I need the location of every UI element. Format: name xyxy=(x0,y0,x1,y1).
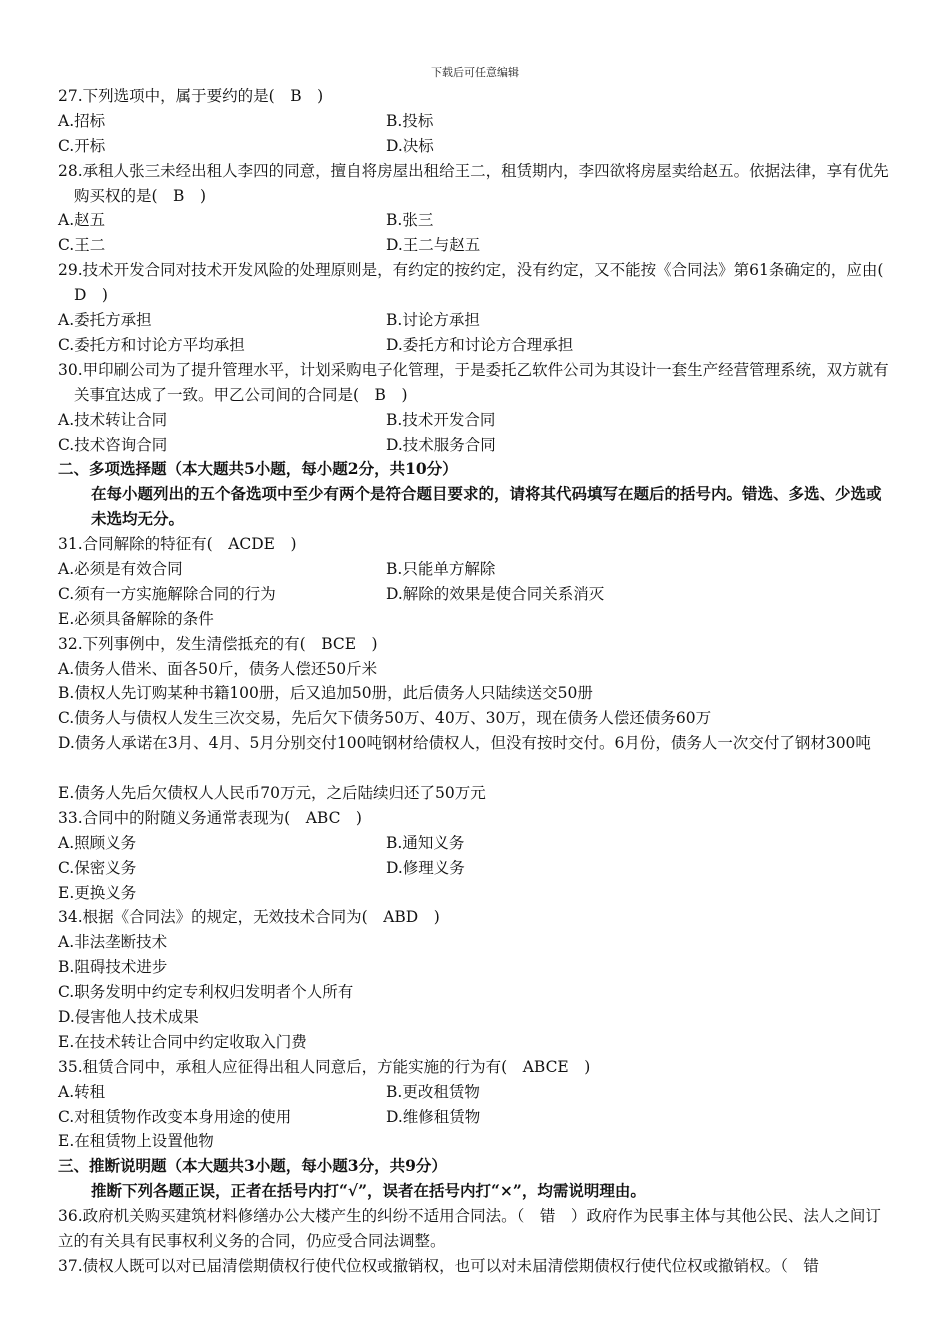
options-row xyxy=(58,308,894,333)
options-row xyxy=(58,134,894,159)
section-instructions: 推断下列各题正误，正者在括号内打“√”，误者在括号内打“×”，均需说明理由。 xyxy=(91,1181,646,1201)
option-d: D.侵害他人技术成果 xyxy=(58,1008,199,1027)
option-c: C.须有一方实施解除合同的行为 xyxy=(58,584,276,603)
option-a: A.招标 xyxy=(58,111,106,130)
option-c: C.债务人与债权人发生三次交易，先后欠下债务50万、40万、30万，现在债务人偿还债务60万 xyxy=(58,709,712,728)
options-row xyxy=(58,433,894,458)
option-b: B.张三 xyxy=(386,211,434,230)
options-row xyxy=(58,333,894,358)
option-c: C.王二 xyxy=(58,236,106,255)
options-row xyxy=(58,856,894,881)
option-a: A.必须是有效合同 xyxy=(58,559,183,578)
option-a: A.非法垄断技术 xyxy=(58,933,168,952)
option-d: D.维修租赁物 xyxy=(386,1107,481,1126)
options-row xyxy=(58,208,894,233)
option-b: B.更改租赁物 xyxy=(386,1082,480,1101)
question-33: 33.合同中的附随义务通常表现为( ABC ) xyxy=(58,808,362,827)
question-37: 37.债权人既可以对已届清偿期债权行使代位权或撤销权，也可以对未届清偿期债权行使代位权或撤销权。（ 错 xyxy=(58,1256,819,1275)
option-d: D.债务人承诺在3月、4月、5月分别交付100吨钢材给债权人，但没有按时交付。6月份，债务人一次交付了钢材300吨 xyxy=(58,734,871,753)
options-row xyxy=(58,233,894,258)
question-27: 27.下列选项中，属于要约的是( B ) xyxy=(58,87,324,105)
option-b: B.投标 xyxy=(386,111,434,130)
option-b: B.技术开发合同 xyxy=(386,410,496,429)
option-a: A.转租 xyxy=(58,1082,106,1101)
option-e: E.在技术转让合同中约定收取入门费 xyxy=(58,1032,307,1051)
option-d: D.解除的效果是使合同关系消灭 xyxy=(386,584,605,603)
options-row xyxy=(58,557,894,582)
question-28: 28.承租人张三未经出租人李四的同意，擅自将房屋出租给王二，租赁期内，李四欲将房屋卖给赵五。依据法律，享有优先购买权的是( B ) xyxy=(58,161,889,205)
option-e: E.在租赁物上设置他物 xyxy=(58,1132,214,1151)
options-row xyxy=(58,408,894,433)
option-d: D.委托方和讨论方合理承担 xyxy=(386,335,574,354)
options-row xyxy=(58,1080,894,1105)
option-a: A.技术转让合同 xyxy=(58,410,168,429)
option-c: C.职务发明中约定专利权归发明者个人所有 xyxy=(58,983,354,1002)
option-d: D.决标 xyxy=(386,136,434,155)
options-row xyxy=(58,582,894,607)
option-a: A.委托方承担 xyxy=(58,311,152,330)
section-heading-judgement: 三、推断说明题（本大题共3小题，每小题3分，共9分） xyxy=(58,1156,447,1176)
options-row xyxy=(58,1105,894,1130)
section-heading-multiple-choice: 二、多项选择题（本大题共5小题，每小题2分，共10分） xyxy=(58,459,458,479)
option-c: C.技术咨询合同 xyxy=(58,435,168,454)
section-instructions: 在每小题列出的五个备选项中至少有两个是符合题目要求的，请将其代码填写在题后的括号内。错选、多选、少选或未选均无分。 xyxy=(91,484,882,529)
option-e: E.债务人先后欠债权人人民币70万元，之后陆续归还了50万元 xyxy=(58,784,486,803)
option-e: E.必须具备解除的条件 xyxy=(58,609,214,628)
option-c: C.对租赁物作改变本身用途的使用 xyxy=(58,1107,292,1126)
question-36: 36.政府机关购买建筑材料修缮办公大楼产生的纠纷不适用合同法。（ 错 ）政府作为民事主体与其他公民、法人之间订立的有关具有民事权利义务的合同，仍应受合同法调整。 xyxy=(58,1207,881,1251)
option-b: B.通知义务 xyxy=(386,833,465,852)
option-b: B.债权人先订购某种书籍100册，后又追加50册，此后债务人只陆续送交50册 xyxy=(58,684,593,703)
option-d: D.技术服务合同 xyxy=(386,435,496,454)
option-a: A.照顾义务 xyxy=(58,833,137,852)
question-31: 31.合同解除的特征有( ACDE ) xyxy=(58,535,297,554)
options-row xyxy=(58,831,894,856)
options-row xyxy=(58,109,894,134)
page-header: 下载后可任意编辑 xyxy=(431,66,519,79)
option-c: C.保密义务 xyxy=(58,858,137,877)
document-body xyxy=(58,84,899,1279)
question-30: 30.甲印刷公司为了提升管理水平，计划采购电子化管理，于是委托乙软件公司为其设计一套生产经营管理系统，双方就有关事宜达成了一致。甲乙公司间的合同是( B ) xyxy=(58,360,889,404)
option-d: D.王二与赵五 xyxy=(386,236,481,255)
option-c: C.开标 xyxy=(58,136,106,155)
question-35: 35.租赁合同中，承租人应征得出租人同意后，方能实施的行为有( ABCE ) xyxy=(58,1057,591,1076)
option-a: A.债务人借米、面各50斤，债务人偿还50斤米 xyxy=(58,659,378,678)
option-e: E.更换义务 xyxy=(58,883,137,902)
question-34: 34.根据《合同法》的规定，无效技术合同为( ABD ) xyxy=(58,908,440,927)
option-a: A.赵五 xyxy=(58,211,106,230)
option-c: C.委托方和讨论方平均承担 xyxy=(58,335,245,354)
question-29: 29.技术开发合同对技术开发风险的处理原则是，有约定的按约定，没有约定，又不能按《合同法》第61条确定的，应由( D ) xyxy=(58,261,899,305)
option-d: D.修理义务 xyxy=(386,858,465,877)
option-b: B.讨论方承担 xyxy=(386,311,480,330)
option-b: B.阻碍技术进步 xyxy=(58,958,168,977)
question-32: 32.下列事例中，发生清偿抵充的有( BCE ) xyxy=(58,634,378,653)
option-b: B.只能单方解除 xyxy=(386,559,496,578)
